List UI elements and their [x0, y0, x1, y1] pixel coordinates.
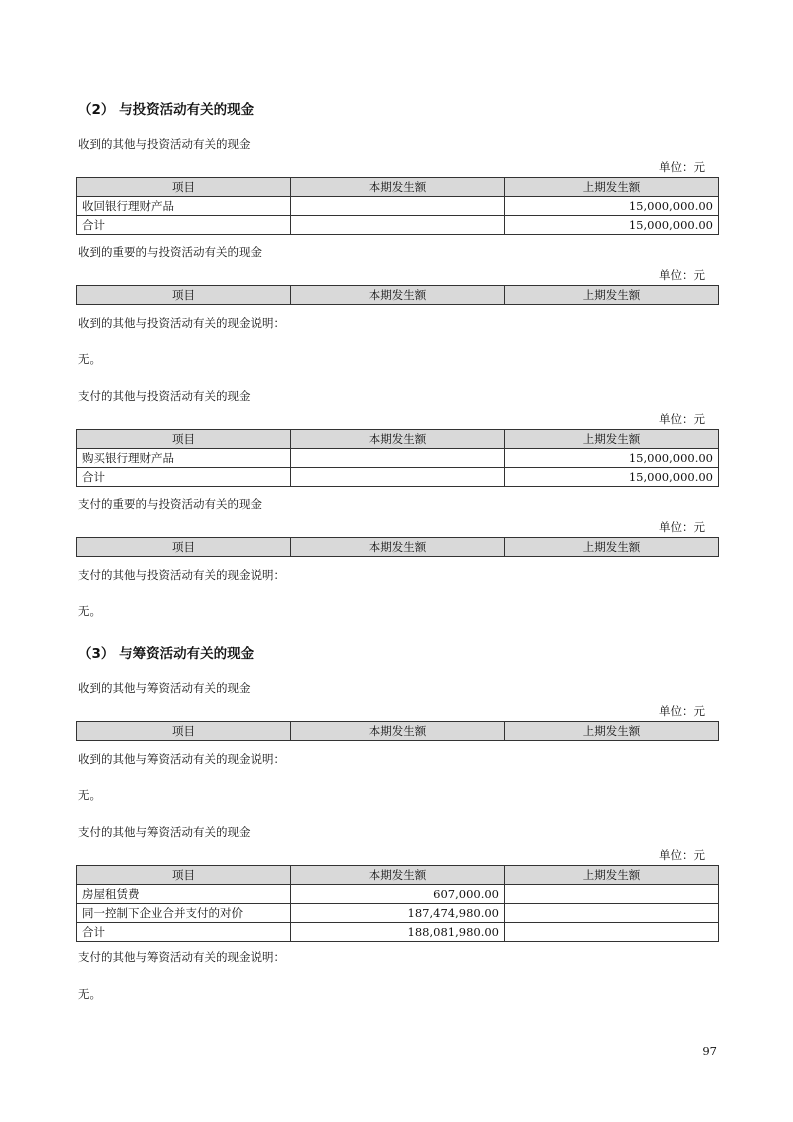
note-received-financing: 无。	[78, 788, 101, 802]
header-current: 本期发生额	[291, 866, 505, 885]
cell-current: 187,474,980.00	[291, 904, 505, 923]
header-item: 项目	[77, 430, 291, 449]
header-current: 本期发生额	[291, 286, 505, 305]
caption-paid-other-financing: 支付的其他与筹资活动有关的现金	[78, 825, 251, 839]
cell-current: 607,000.00	[291, 885, 505, 904]
caption-paid-important-investing: 支付的重要的与投资活动有关的现金	[78, 497, 262, 511]
header-current: 本期发生额	[291, 538, 505, 557]
header-item: 项目	[77, 178, 291, 197]
cell-item: 房屋租赁费	[77, 885, 291, 904]
table-row	[77, 885, 719, 904]
header-prior: 上期发生额	[505, 430, 719, 449]
header-prior: 上期发生额	[505, 722, 719, 741]
table-header-row	[77, 430, 719, 449]
note-paid-investing: 无。	[78, 604, 101, 618]
table-header-row	[77, 178, 719, 197]
note-paid-financing: 无。	[78, 987, 101, 1001]
caption-received-important-investing: 收到的重要的与投资活动有关的现金	[78, 245, 262, 259]
header-item: 项目	[77, 722, 291, 741]
unit-label: 单位：元	[659, 848, 705, 862]
caption-paid-investing-note: 支付的其他与投资活动有关的现金说明：	[78, 568, 285, 582]
cell-prior: 15,000,000.00	[505, 216, 719, 235]
table-header-row	[77, 722, 719, 741]
unit-label: 单位：元	[659, 412, 705, 426]
caption-received-investing-note: 收到的其他与投资活动有关的现金说明：	[78, 316, 285, 330]
cell-prior	[505, 904, 719, 923]
unit-label: 单位：元	[659, 520, 705, 534]
header-current: 本期发生额	[291, 178, 505, 197]
cell-current	[291, 216, 505, 235]
page-number: 97	[702, 1044, 717, 1058]
table-received-other-financing	[76, 721, 719, 741]
table-paid-important-investing	[76, 537, 719, 557]
cell-current	[291, 197, 505, 216]
table-row	[77, 197, 719, 216]
caption-received-other-investing: 收到的其他与投资活动有关的现金	[78, 137, 251, 151]
cell-item: 合计	[77, 216, 291, 235]
unit-label: 单位：元	[659, 160, 705, 174]
cell-item: 同一控制下企业合并支付的对价	[77, 904, 291, 923]
cell-prior	[505, 923, 719, 942]
table-row	[77, 904, 719, 923]
table-paid-other-financing	[76, 865, 719, 942]
cell-item: 合计	[77, 468, 291, 487]
table-header-row	[77, 538, 719, 557]
header-item: 项目	[77, 286, 291, 305]
unit-label: 单位：元	[659, 704, 705, 718]
cell-prior: 15,000,000.00	[505, 449, 719, 468]
table-header-row	[77, 866, 719, 885]
header-prior: 上期发生额	[505, 538, 719, 557]
cell-prior	[505, 885, 719, 904]
caption-paid-financing-note: 支付的其他与筹资活动有关的现金说明：	[78, 950, 285, 964]
cell-prior: 15,000,000.00	[505, 468, 719, 487]
cell-current	[291, 468, 505, 487]
table-paid-other-investing	[76, 429, 719, 487]
table-received-other-investing	[76, 177, 719, 235]
table-row-total	[77, 216, 719, 235]
cell-current	[291, 449, 505, 468]
cell-prior: 15,000,000.00	[505, 197, 719, 216]
table-received-important-investing	[76, 285, 719, 305]
caption-paid-other-investing: 支付的其他与投资活动有关的现金	[78, 389, 251, 403]
section-2-title: （2） 与投资活动有关的现金	[78, 102, 255, 118]
cell-item: 购买银行理财产品	[77, 449, 291, 468]
table-row-total	[77, 923, 719, 942]
header-current: 本期发生额	[291, 722, 505, 741]
table-row	[77, 449, 719, 468]
caption-received-other-financing: 收到的其他与筹资活动有关的现金	[78, 681, 251, 695]
section-3-title: （3） 与筹资活动有关的现金	[78, 646, 255, 662]
header-prior: 上期发生额	[505, 286, 719, 305]
header-prior: 上期发生额	[505, 866, 719, 885]
header-item: 项目	[77, 866, 291, 885]
cell-item: 收回银行理财产品	[77, 197, 291, 216]
header-prior: 上期发生额	[505, 178, 719, 197]
note-received-investing: 无。	[78, 352, 101, 366]
cell-current: 188,081,980.00	[291, 923, 505, 942]
cell-item: 合计	[77, 923, 291, 942]
unit-label: 单位：元	[659, 268, 705, 282]
header-current: 本期发生额	[291, 430, 505, 449]
table-header-row	[77, 286, 719, 305]
table-row-total	[77, 468, 719, 487]
caption-received-financing-note: 收到的其他与筹资活动有关的现金说明：	[78, 752, 285, 766]
header-item: 项目	[77, 538, 291, 557]
